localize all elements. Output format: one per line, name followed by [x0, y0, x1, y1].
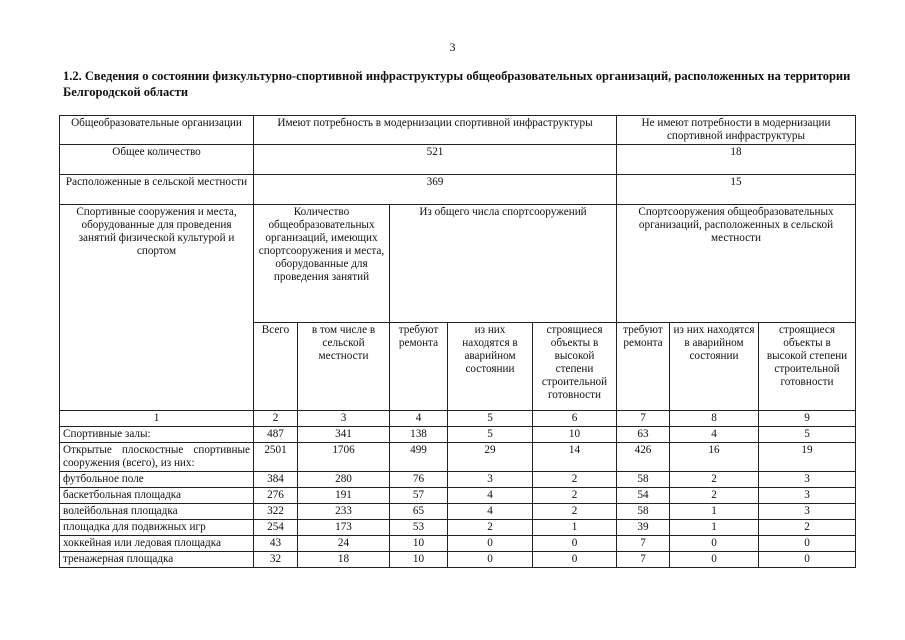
cell-rural-under-construction: 0 [759, 552, 856, 568]
rural-row [60, 175, 856, 205]
total-label: Общее количество [60, 145, 254, 175]
col-emergency-header: из них находятся в аварийном состоянии [448, 323, 533, 411]
cell-rural-need-repair: 63 [617, 427, 670, 443]
table-row [60, 504, 856, 520]
cell-total: 32 [254, 552, 298, 568]
cell-total: 276 [254, 488, 298, 504]
col-number: 2 [254, 411, 298, 427]
cell-total: 2501 [254, 443, 298, 472]
row-label: хоккейная или ледовая площадка [60, 536, 254, 552]
col-total-header: Всего [254, 323, 298, 411]
col-number: 9 [759, 411, 856, 427]
cell-rural-need-repair: 39 [617, 520, 670, 536]
cell-under-construction: 2 [533, 488, 617, 504]
cell-emergency: 5 [448, 427, 533, 443]
cell-total: 43 [254, 536, 298, 552]
cell-need-repair: 10 [390, 552, 448, 568]
cell-rural-need-repair: 426 [617, 443, 670, 472]
cell-rural: 24 [298, 536, 390, 552]
cell-rural-need-repair: 54 [617, 488, 670, 504]
total-no-need-value: 18 [617, 145, 856, 175]
cell-total: 384 [254, 472, 298, 488]
cell-rural-under-construction: 3 [759, 488, 856, 504]
cell-need-repair: 76 [390, 472, 448, 488]
cell-rural: 1706 [298, 443, 390, 472]
table-row [60, 552, 856, 568]
col-under-construction-header: строящиеся объекты в высокой степени строительной готовности [533, 323, 617, 411]
cell-rural-under-construction: 5 [759, 427, 856, 443]
cell-rural-need-repair: 7 [617, 552, 670, 568]
count-label: Количество общеобразовательных организаций, имеющих спортсооружения и места, оборудованные для проведения занятий [254, 205, 390, 323]
table-row [60, 472, 856, 488]
cell-need-repair: 499 [390, 443, 448, 472]
cell-emergency: 4 [448, 488, 533, 504]
rural-need-value: 369 [254, 175, 617, 205]
cell-rural-emergency: 4 [670, 427, 759, 443]
cell-rural-emergency: 0 [670, 536, 759, 552]
col-incl-rural-header: в том числе в сельской местности [298, 323, 390, 411]
total-need-value: 521 [254, 145, 617, 175]
cell-need-repair: 53 [390, 520, 448, 536]
table-row [60, 520, 856, 536]
cell-rural-need-repair: 7 [617, 536, 670, 552]
table-row [60, 443, 856, 472]
cell-under-construction: 10 [533, 427, 617, 443]
column-number-row [60, 411, 856, 427]
rural-label: Расположенные в сельской местности [60, 175, 254, 205]
row-label: баскетбольная площадка [60, 488, 254, 504]
col-number: 8 [670, 411, 759, 427]
cell-need-repair: 138 [390, 427, 448, 443]
col-number: 6 [533, 411, 617, 427]
no-need-modernization-label: Не имеют потребности в модернизации спортивной инфраструктуры [617, 116, 856, 145]
cell-rural-under-construction: 2 [759, 520, 856, 536]
cell-under-construction: 0 [533, 552, 617, 568]
cell-need-repair: 57 [390, 488, 448, 504]
col-need-repair-header: требуют ремонта [390, 323, 448, 411]
cell-need-repair: 10 [390, 536, 448, 552]
org-row [60, 116, 856, 145]
row-label: площадка для подвижных игр [60, 520, 254, 536]
row-label: Спортивные залы: [60, 427, 254, 443]
cell-under-construction: 0 [533, 536, 617, 552]
cell-rural-under-construction: 3 [759, 472, 856, 488]
page-number: 3 [449, 40, 456, 54]
row-label: Открытые плоскостные спортивные сооружения (всего), из них: [60, 443, 254, 472]
cell-rural-under-construction: 19 [759, 443, 856, 472]
cell-rural: 191 [298, 488, 390, 504]
cell-under-construction: 14 [533, 443, 617, 472]
rural-no-need-value: 15 [617, 175, 856, 205]
cell-rural: 233 [298, 504, 390, 520]
cell-emergency: 0 [448, 536, 533, 552]
cell-rural-under-construction: 3 [759, 504, 856, 520]
org-label: Общеобразовательные организации [60, 116, 254, 145]
need-modernization-label: Имеют потребность в модернизации спортивной инфраструктуры [254, 116, 617, 145]
col-number: 1 [60, 411, 254, 427]
row-label: футбольное поле [60, 472, 254, 488]
cell-under-construction: 2 [533, 504, 617, 520]
infrastructure-table [59, 115, 856, 568]
col-number: 3 [298, 411, 390, 427]
cell-under-construction: 2 [533, 472, 617, 488]
table-row [60, 427, 856, 443]
col-number: 4 [390, 411, 448, 427]
cell-rural: 280 [298, 472, 390, 488]
cell-emergency: 0 [448, 552, 533, 568]
cell-rural-emergency: 2 [670, 488, 759, 504]
header-row-1 [60, 205, 856, 323]
cell-rural-emergency: 0 [670, 552, 759, 568]
table-row [60, 488, 856, 504]
cell-rural: 173 [298, 520, 390, 536]
cell-rural-need-repair: 58 [617, 472, 670, 488]
row-label: волейбольная площадка [60, 504, 254, 520]
cell-rural-need-repair: 58 [617, 504, 670, 520]
cell-rural-emergency: 1 [670, 504, 759, 520]
cell-emergency: 29 [448, 443, 533, 472]
of-total-facilities-label: Из общего числа спортсооружений [390, 205, 617, 323]
cell-rural-under-construction: 0 [759, 536, 856, 552]
cell-emergency: 2 [448, 520, 533, 536]
cell-under-construction: 1 [533, 520, 617, 536]
row-label: тренажерная площадка [60, 552, 254, 568]
table-row [60, 536, 856, 552]
rural-facilities-label: Спортсооружения общеобразовательных организаций, расположенных в сельской местности [617, 205, 856, 323]
cell-need-repair: 65 [390, 504, 448, 520]
cell-rural-emergency: 16 [670, 443, 759, 472]
col-rural-under-construction-header: строящиеся объекты в высокой степени строительной готовности [759, 323, 856, 411]
col-rural-emergency-header: из них находятся в аварийном состоянии [670, 323, 759, 411]
total-row [60, 145, 856, 175]
cell-total: 487 [254, 427, 298, 443]
cell-emergency: 4 [448, 504, 533, 520]
cell-emergency: 3 [448, 472, 533, 488]
cell-rural-emergency: 1 [670, 520, 759, 536]
col-rural-need-repair-header: требуют ремонта [617, 323, 670, 411]
cell-rural-emergency: 2 [670, 472, 759, 488]
cell-rural: 18 [298, 552, 390, 568]
cell-rural: 341 [298, 427, 390, 443]
col-number: 5 [448, 411, 533, 427]
col-number: 7 [617, 411, 670, 427]
facilities-label: Спортивные сооружения и места, оборудованные для проведения занятий физической культурой и спортом [60, 205, 254, 411]
cell-total: 322 [254, 504, 298, 520]
cell-total: 254 [254, 520, 298, 536]
section-heading: 1.2. Сведения о состоянии физкультурно-спортивной инфраструктуры общеобразовательных организаций, расположенных на территории Белгородской области [63, 69, 851, 99]
